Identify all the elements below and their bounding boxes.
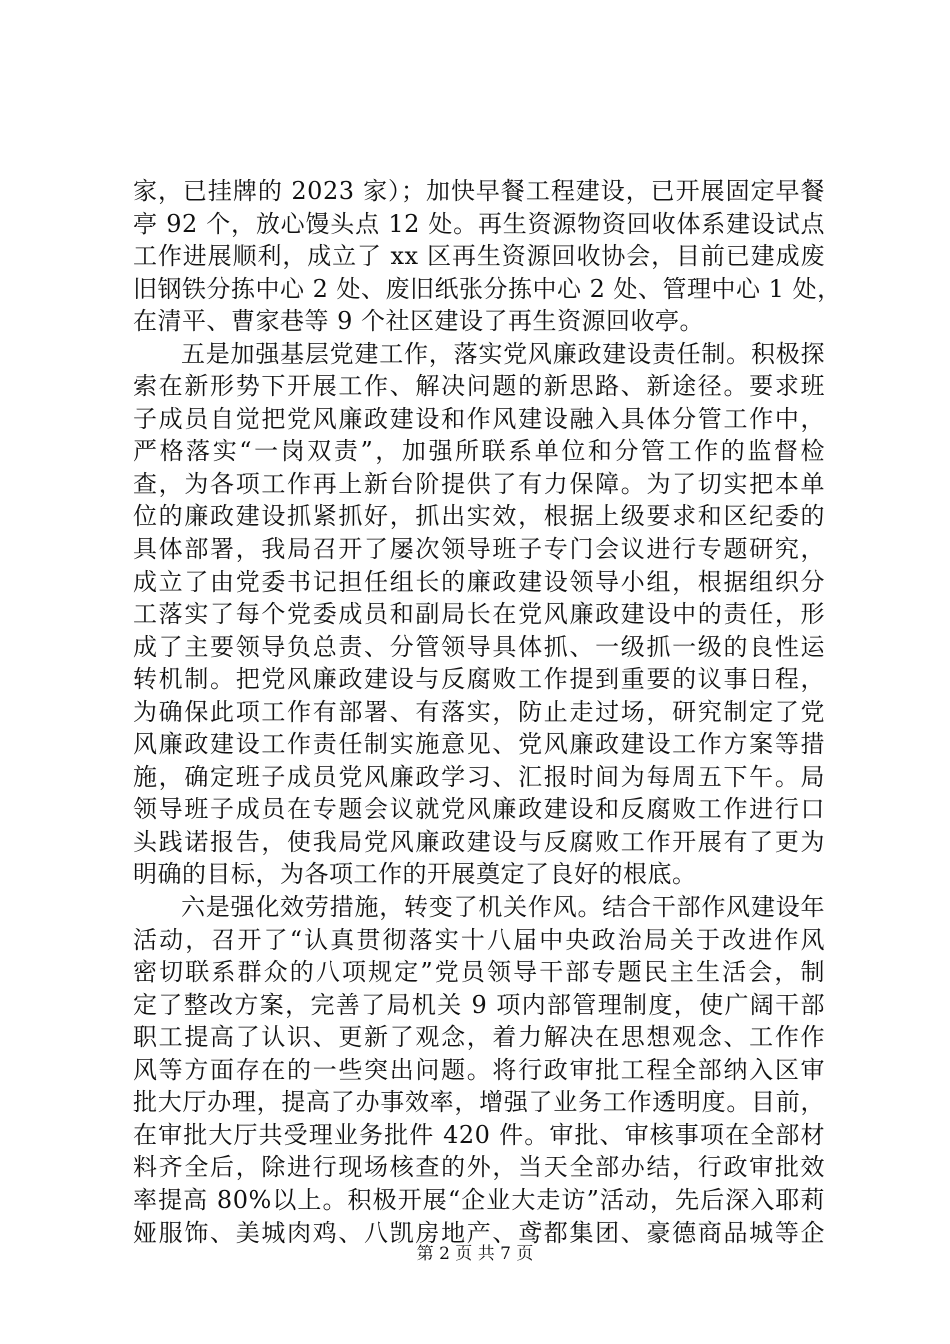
text-line: 活动，召开了“认真贯彻落实十八届中央政治局关于改进作风 xyxy=(133,925,825,954)
page-footer xyxy=(0,1244,950,1264)
text-line: 娅服饰、美城肉鸡、八凯房地产、鸢都集团、豪德商品城等企 xyxy=(133,1218,825,1247)
text-line: 施，确定班子成员党风廉政学习、汇报时间为每周五下午。局 xyxy=(133,762,825,791)
text-line: 风等方面存在的一些突出问题。将行政审批工程全部纳入区审 xyxy=(133,1055,825,1084)
text-line: 旧钢铁分拣中心 2 处、废旧纸张分拣中心 2 处、管理中心 1 处， xyxy=(133,274,842,303)
text-line: 定了整改方案，完善了局机关 9 项内部管理制度，使广阔干部 xyxy=(133,990,825,1019)
text-line: 职工提高了认识、更新了观念，着力解决在思想观念、工作作 xyxy=(133,1023,825,1052)
text-line: 料齐全后，除进行现场核查的外，当天全部办结，行政审批效 xyxy=(133,1153,825,1182)
text-line: 成了主要领导负总责、分管领导具体抓、一级抓一级的良性运 xyxy=(133,632,825,661)
text-line: 在审批大厅共受理业务批件 420 件。审批、审核事项在全部材 xyxy=(133,1120,825,1149)
document-body xyxy=(133,175,842,1249)
text-line: 密切联系群众的八项规定”党员领导干部专题民主生活会，制 xyxy=(133,958,825,987)
text-line: 转机制。把党风廉政建设与反腐败工作提到重要的议事日程， xyxy=(133,665,825,694)
text-line: 领导班子成员在专题会议就党风廉政建设和反腐败工作进行口 xyxy=(133,795,825,824)
text-line: 位的廉政建设抓紧抓好，抓出实效，根据上级要求和区纪委的 xyxy=(133,502,825,531)
page-number: 第 2 页 共 7 页 xyxy=(416,1244,534,1264)
text-line: 在清平、曹家巷等 9 个社区建设了再生资源回收亭。 xyxy=(133,307,705,336)
text-line: 工落实了每个党委成员和副局长在党风廉政建设中的责任，形 xyxy=(133,600,825,629)
text-line: 严格落实“一岗双责”，加强所联系单位和分管工作的监督检 xyxy=(133,437,825,466)
text-line: 索在新形势下开展工作、解决问题的新思路、新途径。要求班 xyxy=(133,372,825,401)
text-line: 明确的目标，为各项工作的开展奠定了良好的根底。 xyxy=(133,860,697,889)
text-line: 子成员自觉把党风廉政建设和作风建设融入具体分管工作中， xyxy=(133,404,825,433)
text-line: 率提高 80%以上。积极开展“企业大走访”活动，先后深入耶莉 xyxy=(133,1185,825,1214)
text-line: 成立了由党委书记担任组长的廉政建设领导小组，根据组织分 xyxy=(133,567,825,596)
text-line: 六是强化效劳措施，转变了机关作风。结合干部作风建设年 xyxy=(181,893,825,922)
text-line: 头践诺报告，使我局党风廉政建设与反腐败工作开展有了更为 xyxy=(133,827,825,856)
text-line: 查，为各项工作再上新台阶提供了有力保障。为了切实把本单 xyxy=(133,469,825,498)
text-line: 家，已挂牌的 2023 家）；加快早餐工程建设，已开展固定早餐 xyxy=(133,177,825,205)
text-line: 为确保此项工作有部署、有落实，防止走过场，研究制定了党 xyxy=(133,697,825,726)
text-line: 风廉政建设工作责任制实施意见、党风廉政建设工作方案等措 xyxy=(133,730,825,759)
text-line: 工作进展顺利，成立了 xx 区再生资源回收协会，目前已建成废 xyxy=(133,242,825,271)
text-line: 五是加强基层党建工作，落实党风廉政建设责任制。积极探 xyxy=(181,339,825,368)
text-line: 批大厅办理，提高了办事效率，增强了业务工作透明度。目前， xyxy=(133,1088,825,1117)
text-line: 具体部署，我局召开了屡次领导班子专门会议进行专题研究， xyxy=(133,535,825,564)
text-line: 亭 92 个，放心馒头点 12 处。再生资源物资回收体系建设试点 xyxy=(133,209,825,238)
